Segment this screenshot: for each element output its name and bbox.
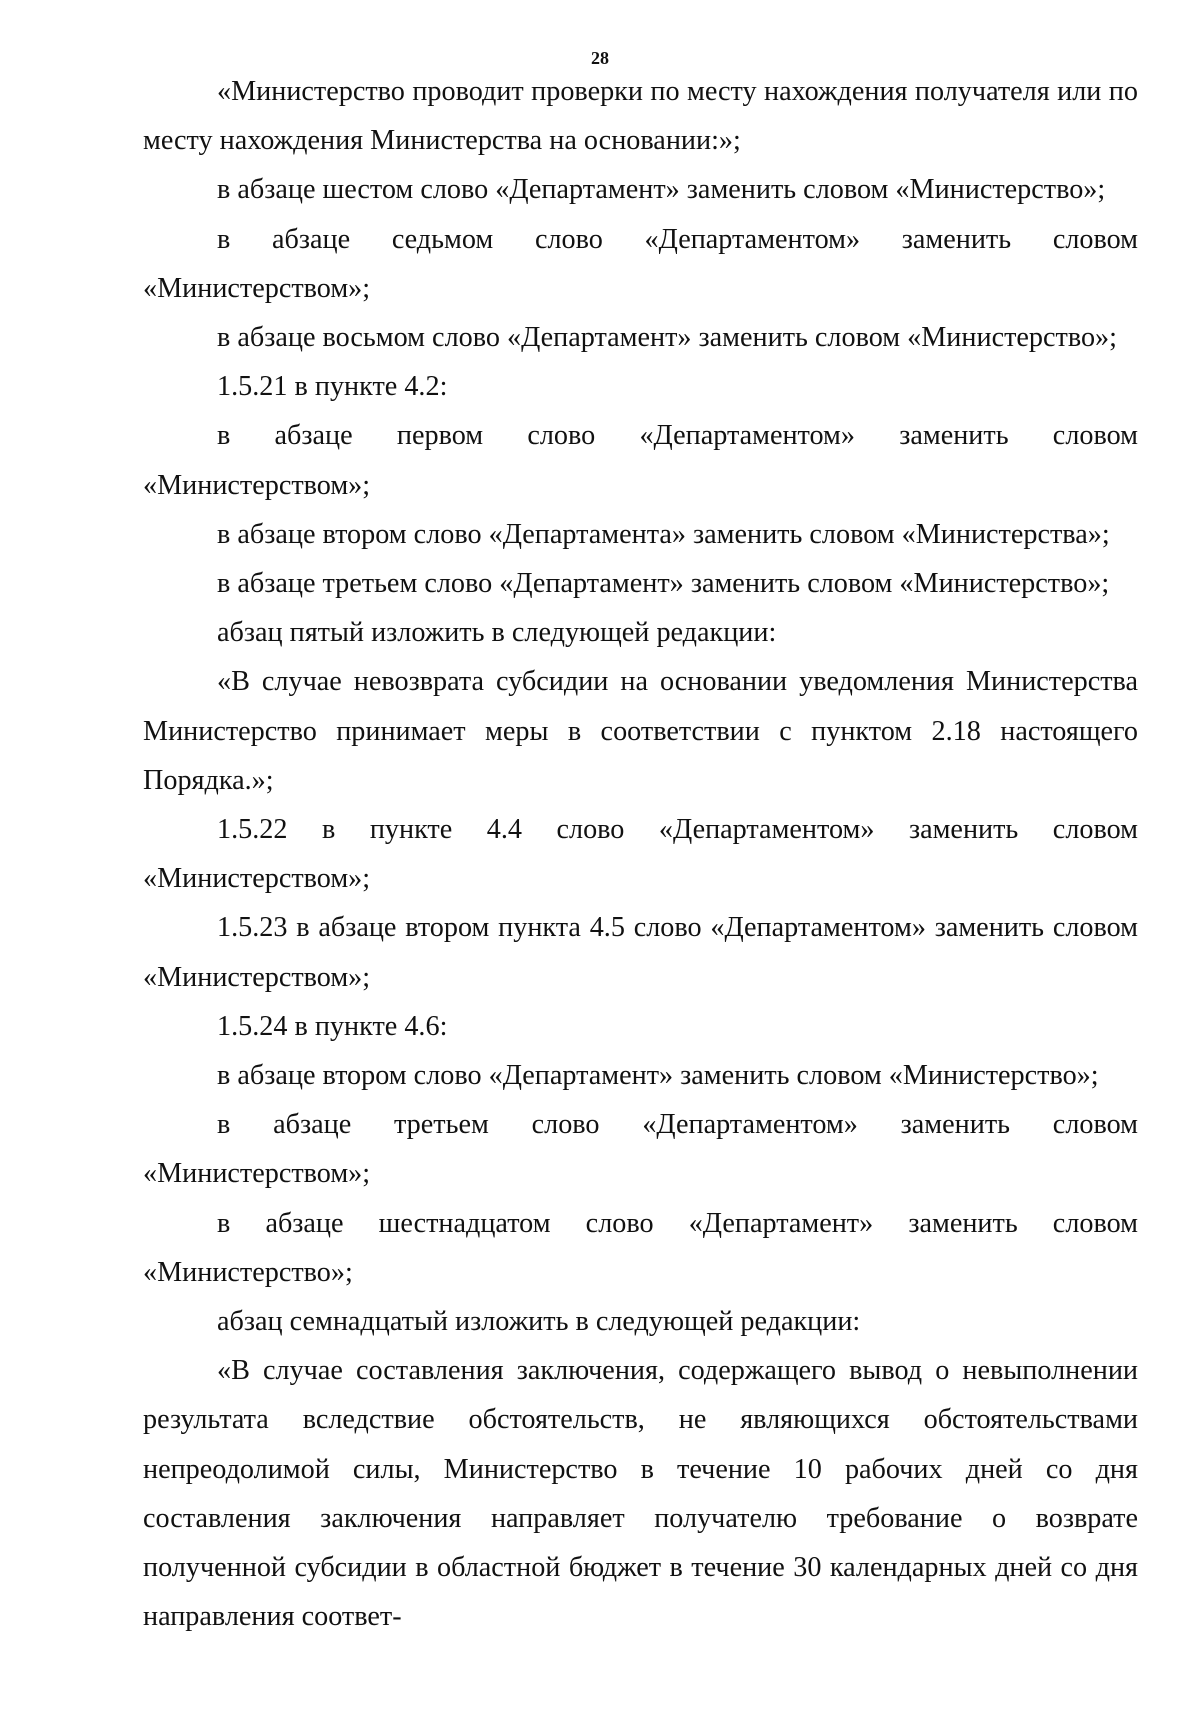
paragraph: в абзаце седьмом слово «Департаментом» заменить словом «Министерством»;	[143, 223, 1138, 304]
paragraph: в абзаце втором слово «Департамента» заменить словом «Министерства»;	[217, 518, 1110, 550]
paragraph: в абзаце первом слово «Департаментом» заменить словом «Министерством»;	[143, 420, 1138, 501]
paragraph: в абзаце втором слово «Департамент» заменить словом «Министерство»;	[217, 1060, 1099, 1092]
paragraph: в абзаце шестом слово «Департамент» заменить словом «Министерство»;	[217, 174, 1106, 206]
paragraph: «Министерство проводит проверки по месту нахождения получателя или по месту нахождения Министерства на основании:»;	[143, 76, 1138, 157]
paragraph: в абзаце шестнадцатом слово «Департамент» заменить словом «Министерство»;	[143, 1207, 1138, 1288]
paragraph: 1.5.23 в абзаце втором пункта 4.5 слово «Департаментом» заменить словом «Министерством»;	[143, 912, 1138, 993]
paragraph: 1.5.22 в пункте 4.4 слово «Департаментом» заменить словом «Министерством»;	[143, 814, 1138, 895]
paragraph: 1.5.21 в пункте 4.2:	[217, 371, 448, 403]
paragraph: абзац семнадцатый изложить в следующей редакции:	[217, 1306, 861, 1338]
paragraph: «В случае составления заключения, содержащего вывод о невыполнении результата вследствие обстоятельств, не являющихся обстоятельствами непреодолимой силы, Министерство в течение 10 рабочих дней со дня составления заключения направляет получателю требование о возврате полученной субсидии в областной бюджет в течение 30 календарных дней со дня направления соответ-	[143, 1355, 1138, 1633]
paragraph: в абзаце восьмом слово «Департамент» заменить словом «Министерство»;	[217, 322, 1117, 354]
paragraph: абзац пятый изложить в следующей редакции:	[217, 617, 777, 649]
paragraph: в абзаце третьем слово «Департаментом» заменить словом «Министерством»;	[143, 1109, 1138, 1190]
paragraph: в абзаце третьем слово «Департамент» заменить словом «Министерство»;	[217, 568, 1110, 600]
page-number: 28	[591, 48, 609, 68]
paragraph: «В случае невозврата субсидии на основании уведомления Министерства Министерство принимает меры в соответствии с пунктом 2.18 настоящего Порядка.»;	[143, 666, 1138, 796]
paragraph: 1.5.24 в пункте 4.6:	[217, 1010, 448, 1042]
document-body	[143, 67, 1138, 1642]
